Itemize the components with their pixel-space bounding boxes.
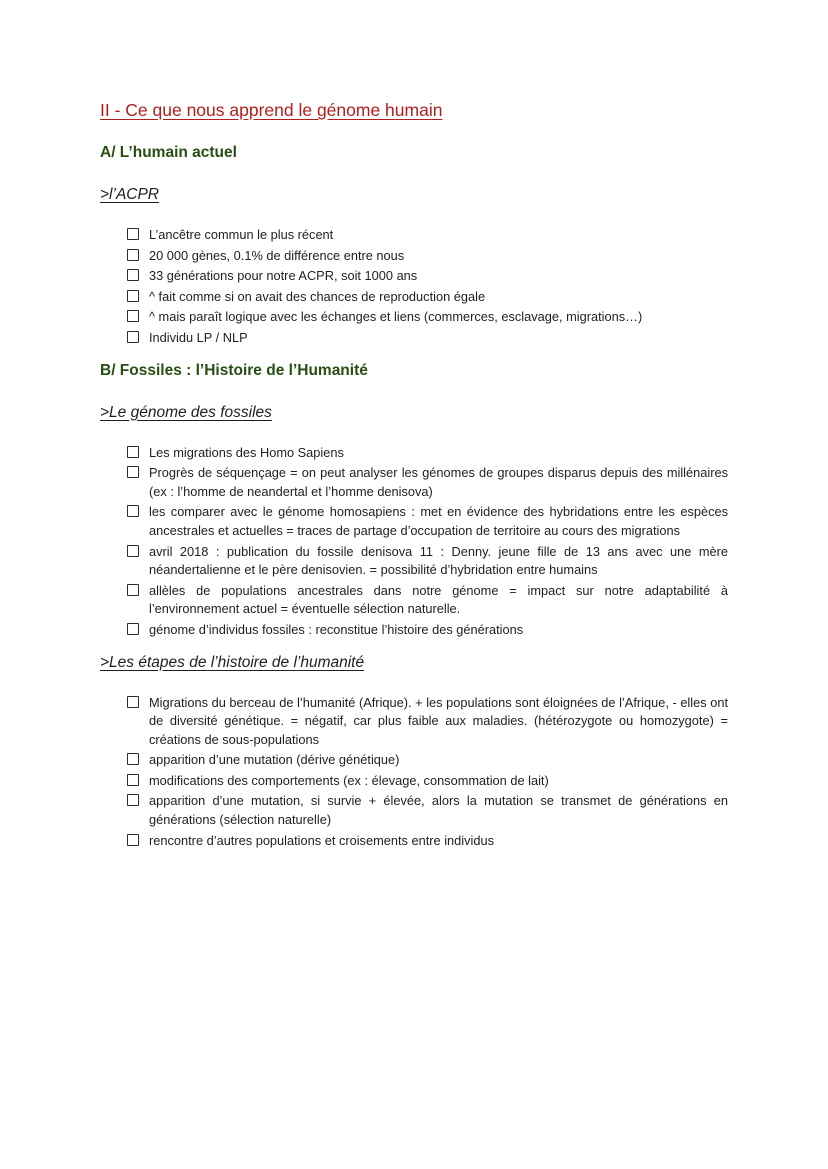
checklist-item-text: génome d’individus fossiles : reconstitue l’histoire des générations xyxy=(149,621,524,637)
subsection-heading-fossil-genome: >Le génome des fossiles xyxy=(100,403,272,421)
checklist-item xyxy=(127,444,728,463)
checklist-item-text: ^ mais paraît logique avec les échanges et liens (commerces, esclavage, migrations…) xyxy=(149,309,643,325)
subsection-heading-acpr: >l’ACPR xyxy=(100,186,160,203)
checkbox-icon[interactable] xyxy=(127,466,139,478)
section-heading-b: B/ Fossiles : l’Histoire de l’Humanité xyxy=(100,361,368,379)
subsection-heading-history-steps: >Les étapes de l’histoire de l’humanité xyxy=(100,653,365,671)
checklist-item xyxy=(127,288,728,307)
checkbox-icon[interactable] xyxy=(127,545,139,557)
checkbox-icon[interactable] xyxy=(127,331,139,343)
checklist-fossil-genome xyxy=(100,444,728,640)
checklist-item xyxy=(127,503,728,540)
checklist-item xyxy=(127,267,728,286)
checklist-item-text: ^ fait comme si on avait des chances de reproduction égale xyxy=(149,288,486,304)
checklist-item-text: allèles de populations ancestrales dans notre génome = impact sur notre adaptabilité à l’environnement actuel = éventuelle sélection naturelle. xyxy=(149,582,728,617)
checkbox-icon[interactable] xyxy=(127,310,139,322)
checklist-acpr xyxy=(100,226,728,348)
checkbox-icon[interactable] xyxy=(127,269,139,281)
document-page xyxy=(100,98,728,862)
checklist-item-text: rencontre d’autres populations et croisements entre individus xyxy=(149,832,494,848)
checkbox-icon[interactable] xyxy=(127,290,139,302)
checkbox-icon[interactable] xyxy=(127,623,139,635)
checklist-item xyxy=(127,694,728,750)
checklist-item xyxy=(127,751,728,770)
checkbox-icon[interactable] xyxy=(127,774,139,786)
section-heading-a: A/ L’humain actuel xyxy=(100,144,237,161)
checklist-item xyxy=(127,464,728,501)
checklist-item-text: 20 000 gènes, 0.1% de différence entre nous xyxy=(149,247,405,263)
checklist-item xyxy=(127,247,728,266)
checklist-item-text: Individu LP / NLP xyxy=(149,329,248,345)
checkbox-icon[interactable] xyxy=(127,794,139,806)
checklist-item xyxy=(127,329,728,348)
checkbox-icon[interactable] xyxy=(127,446,139,458)
checklist-item-text: 33 générations pour notre ACPR, soit 1000 ans xyxy=(149,268,418,284)
checkbox-icon[interactable] xyxy=(127,584,139,596)
checklist-item-text: Migrations du berceau de l’humanité (Afrique). + les populations sont éloignées de l’Afrique, - elles ont de diversité génétique. = négatif, car plus faible aux maladies. (hétérozygote ou homozygote) = créations de sous-populations xyxy=(149,694,728,747)
checklist-item-text: apparition d’une mutation (dérive génétique) xyxy=(149,752,400,768)
checklist-item xyxy=(127,772,728,791)
page-title: II - Ce que nous apprend le génome humain xyxy=(100,100,443,120)
checkbox-icon[interactable] xyxy=(127,249,139,261)
checklist-item xyxy=(127,226,728,245)
checklist-item-text: L’ancêtre commun le plus récent xyxy=(149,227,334,242)
checklist-item xyxy=(127,308,728,327)
checkbox-icon[interactable] xyxy=(127,696,139,708)
checkbox-icon[interactable] xyxy=(127,505,139,517)
checklist-item-text: Les migrations des Homo Sapiens xyxy=(149,444,344,460)
checkbox-icon[interactable] xyxy=(127,834,139,846)
checklist-item-text: apparition d’une mutation, si survie + élevée, alors la mutation se transmet de générations en générations (sélection naturelle) xyxy=(149,793,728,828)
checkbox-icon[interactable] xyxy=(127,753,139,765)
checklist-history-steps xyxy=(100,694,728,851)
checklist-item xyxy=(127,621,728,640)
checklist-item-text: Progrès de séquençage = on peut analyser les génomes de groupes disparus depuis des millénaires (ex : l’homme de neandertal et l’homme denisova) xyxy=(149,465,728,499)
checklist-item xyxy=(127,832,728,851)
checklist-item xyxy=(127,543,728,580)
checklist-item-text: avril 2018 : publication du fossile denisova 11 : Denny. jeune fille de 13 ans avec une mère néandertalienne et le père denisovien. = possibilité d’hybridation entre humains xyxy=(149,543,728,578)
checkbox-icon[interactable] xyxy=(127,228,139,240)
checklist-item xyxy=(127,792,728,829)
checklist-item-text: modifications des comportements (ex : élevage, consommation de lait) xyxy=(149,772,549,788)
checklist-item xyxy=(127,582,728,619)
checklist-item-text: les comparer avec le génome homosapiens : met en évidence des hybridations entre les espèces ancestrales et actuelles = traces de partage d’occupation de territoire au cours des migrations xyxy=(149,504,728,538)
